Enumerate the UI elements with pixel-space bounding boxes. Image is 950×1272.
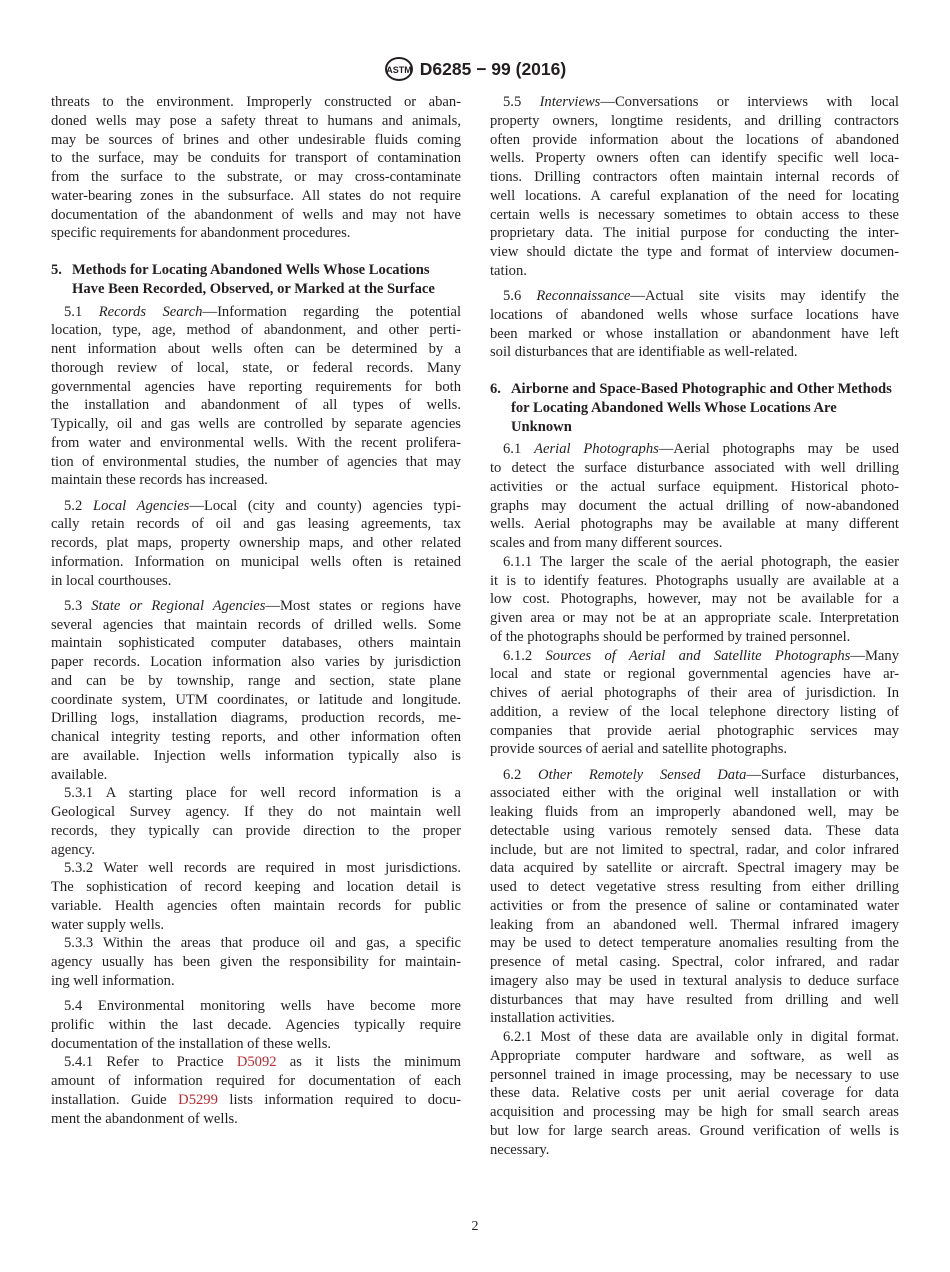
text-line: Drilling logs, installation diagrams, production records, me- [51,710,461,727]
text-line [490,287,899,306]
text-line: used to detect vegetative stress resulting from either drilling [490,879,899,895]
text-line [490,93,899,112]
text-line: maintain sophisticated computer databases, others maintain [51,635,461,652]
text-segment: 6.2 [503,766,539,783]
text-line: doned wells may pose a safety threat to humans and animals, [51,112,461,129]
text-line: Appropriate computer hardware and software, as well as [490,1047,899,1064]
text-line: provide sources of aerial and satellite photographs. [490,741,788,758]
text-line: companies that provide aerial photographic services may [490,722,899,739]
text-segment: 5.1 [64,303,99,320]
paragraph-title: State or Regional Agencies [91,597,266,614]
text-line: specific requirements for abandonment procedures. [51,225,351,242]
text-line: location, type, age, method of abandonment, and other perti- [51,322,461,339]
text-line: tions. Drilling contractors often maintain internal records of [490,169,899,185]
text-line: wells. Property owners often can identify specific well loca- [490,150,899,167]
text-segment: lists information required to docu- [217,1091,461,1108]
paragraph [51,997,461,1053]
text-line: low cost. Photographs, however, may not be available for a [490,591,899,608]
text-line [490,766,899,785]
text-line: The sophistication of record keeping and location detail is [51,879,461,895]
text-line: documentation of the installation of these wells. [51,1035,332,1052]
text-line: 5.3.1 A starting place for well record information is a [64,785,461,802]
text-line: imagery also may be used in textural analysis to deduce surface [490,972,899,989]
text-segment: 6.1 [503,441,535,458]
text-segment: 5.3 [64,597,92,614]
paragraph [490,647,899,760]
text-line: chives of aerial photographs of their area of jurisdiction. In [490,685,899,701]
text-line: but low for large search areas. Ground verification of wells is [490,1122,899,1139]
text-line: and can be by township, range and section, state plane [51,672,461,689]
text-segment: —Most states or regions have [265,597,461,614]
text-line: several agencies that maintain records of drilled wells. Some [51,616,461,633]
text-line: installation activities. [490,1010,615,1027]
text-line: 6.2.1 Most of these data are available only in digital format. [503,1029,899,1045]
text-segment: 5.5 [503,94,540,110]
page-number: 2 [471,1219,479,1234]
text-line: personnel trained in image processing, may be necessary to use [490,1066,899,1083]
text-segment: —Actual site visits may identify the [630,288,899,304]
standard-reference-link[interactable]: D5299 [178,1091,218,1108]
text-line: ment the abandonment of wells. [51,1110,238,1127]
text-line: graphs may document the actual drilling of now-abandoned [490,497,899,514]
text-segment: —Information regarding the potential [202,303,461,320]
text-line [490,647,899,666]
text-line: 5.4 Environmental monitoring wells have become more [64,998,461,1014]
text-segment: —Many [850,647,899,664]
text-line: 5.3.2 Water well records are required in most jurisdictions. [64,860,461,877]
paragraph [490,287,899,362]
text-line: from water and environmental wells. With the recent prolifera- [51,434,461,451]
text-line: proprietary data. The initial purpose for conducting the inter- [490,225,899,242]
paragraph-title: Other Remotely Sensed Data [538,766,747,783]
text-line [490,440,899,459]
text-line: scales and from many different sources. [490,535,723,551]
left-column [51,93,461,1128]
text-line: property owners, longtime residents, and drilling contractors [490,112,899,129]
text-line: tation. [490,262,527,279]
text-line: to the surface, may be conduits for transport of contamination [51,150,461,167]
text-line: necessary. [490,1141,550,1158]
section-number: 5. [51,262,62,278]
text-line: leaking from an abandoned well. Thermal infrared imagery [490,916,899,933]
text-line: may be used to detect temperature anomalies resulting from the [490,935,899,952]
text-line: cally retain records of oil and gas leasing agreements, tax [51,516,461,533]
text-line: addition, a review of the local telephone directory listing of [490,703,899,720]
astm-logo-icon [384,56,414,82]
text-line: coordinate system, UTM coordinates, or latitude and longitude. [51,691,461,708]
paragraph [490,440,899,553]
text-line [51,1091,461,1110]
text-line [51,597,461,616]
paragraph [51,934,461,990]
text-line: governmental agencies have reporting requirements for both [51,378,461,395]
text-line [51,303,461,322]
paragraph-title: Aerial Photographs [534,441,659,458]
text-line: local and state or regional governmental agencies have ar- [490,666,899,683]
paragraph-title: Interviews [539,94,601,110]
text-line: nent information about wells often can be determined by a [51,341,461,357]
text-line: in local courthouses. [51,572,172,589]
section-title: Methods for Locating Abandoned Wells Whose Locations Have Been Recorded, Observed, or Marked at the Surface [72,262,435,297]
standard-reference-link[interactable]: D5092 [236,1054,277,1071]
text-line: amount of information required for documentation of each [51,1073,461,1089]
text-line: of the photographs should be performed by trained personnel. [490,628,851,645]
text-line: soil disturbances that are identifiable as well-related. [490,344,798,361]
paragraph [490,93,899,281]
paragraph-title: Reconnaissance [536,288,631,304]
text-segment: 5.6 [503,288,537,304]
text-line: given area or may not be at an appropriate scale. Interpretation [490,610,899,626]
text-line: 6.1.1 The larger the scale of the aerial photograph, the easier [503,553,899,570]
text-line: locations of abandoned wells whose surface locations have [490,306,899,323]
text-line: prolific within the last decade. Agencies typically require [51,1016,461,1033]
text-line: view should dictate the type and format of interview documen- [490,244,899,260]
text-line: water-bearing zones in the subsurface. All states do not require [51,187,461,204]
svg-text:ASTM: ASTM [386,65,412,75]
text-line: include, but are not limited to spectral, radar, and color infrared [490,841,899,858]
paragraph [51,93,461,243]
section-number: 6. [490,381,501,397]
text-line: presence of metal casing. Spectral, color infrared, and radar [490,954,899,970]
text-line: paper records. Location information also varies by jurisdiction [51,654,461,670]
text-segment: installation. Guide [51,1091,179,1108]
text-line [51,1053,461,1072]
text-line: are available. Injection wells information typically also is [51,747,461,764]
paragraph [490,766,899,1029]
text-segment: 5.4.1 Refer to Practice [64,1054,237,1071]
section-title: Airborne and Space-Based Photographic and Other Methods for Locating Abandoned Wells Whose Locations Are Unknown [511,381,892,435]
text-line: information. Information on municipal wells often is retained [51,553,461,570]
paragraph [490,553,899,647]
section-heading [51,261,461,299]
text-line: available. [51,766,108,783]
paragraph [490,1028,899,1159]
section-heading [490,380,899,436]
paragraph [51,1053,461,1128]
text-segment: 6.1.2 [503,647,546,664]
paragraph [51,597,461,785]
text-line: Geological Survey agency. If they do not maintain well [51,804,461,820]
paragraph-title: Local Agencies [92,497,190,514]
page-header [0,56,950,82]
paragraph [51,497,461,591]
text-line: variable. Health agencies often maintain records for public [51,897,461,914]
text-line: certain wells is necessary sometimes to obtain access to these [490,206,899,223]
text-segment: —Local (city and county) agencies typi- [189,497,461,514]
text-line: data acquired by satellite or aircraft. Spectral imagery may be [490,860,899,877]
text-line: documentation of the abandonment of wells and may not have [51,206,461,223]
text-line: may be sources of brines and other undesirable fluids coming [51,131,461,148]
text-line: threats to the environment. Improperly constructed or aban- [51,94,461,110]
text-line: well locations. A careful explanation of the need for locating [490,187,899,204]
text-segment: —Aerial photographs may be used [658,441,899,458]
paragraph [51,303,461,491]
text-segment: 5.2 [64,497,93,514]
text-line: these data. Relative costs per unit aerial coverage for data [490,1085,899,1102]
text-line: detectable using various remotely sensed data. These data [490,822,899,839]
text-line: tion of environmental studies, the number of agencies that may [51,453,461,470]
text-line: activities or from the presence of saline or contaminated water [490,897,899,914]
paragraph [51,859,461,934]
text-line: 5.3.3 Within the areas that produce oil and gas, a specific [64,935,461,952]
text-line: from the surface to the substrate, or may cross-contaminate [51,169,461,185]
text-line: activities or the actual surface equipment. Historical photo- [490,478,899,495]
paragraph [51,784,461,859]
text-line: records, plat maps, property ownership maps, and other related [51,535,461,551]
text-line: acquisition and processing may be high for small search areas [490,1104,899,1120]
text-line: it is to identify features. Photographs usually are available at a [490,572,899,589]
paragraph-title: Sources of Aerial and Satellite Photographs [545,647,851,664]
text-line: water supply wells. [51,916,165,933]
text-line: wells. Aerial photographs may be available at many different [490,516,899,533]
text-line: chanical integrity testing reports, and other information often [51,729,461,745]
paragraph-title: Records Search [98,303,203,320]
text-line: the installation and abandonment of all types of wells. [51,397,461,414]
text-line: maintain these records has increased. [51,472,268,489]
text-line: ing well information. [51,972,175,989]
text-line: disturbances that may have resulted from drilling and well [490,991,899,1008]
text-line: Typically, oil and gas wells are controlled by separate agencies [51,416,461,432]
right-column [490,93,899,1159]
text-line: agency usually has been given the responsibility for maintain- [51,954,461,970]
text-segment: —Surface disturbances, [746,766,899,783]
text-line: often provide information about the locations of abandoned [490,131,899,148]
text-line: associated either with the original well installation or with [490,785,899,802]
document-designation: D6285 − 99 (2016) [419,58,567,79]
text-line [51,497,461,516]
text-line: leaking fluids from an improperly abandoned well, may be [490,804,899,820]
text-line: agency. [51,841,96,858]
text-line: to detect the surface disturbance associated with well drilling [490,460,899,476]
text-line: been marked or whose installation or abandonment have left [490,325,899,342]
text-line: thorough review of local, state, or federal records. Many [51,359,461,376]
text-segment: —Conversations or interviews with local [600,94,899,110]
text-line: records, they typically can provide direction to the proper [51,822,461,839]
text-segment: as it lists the minimum [276,1054,461,1071]
